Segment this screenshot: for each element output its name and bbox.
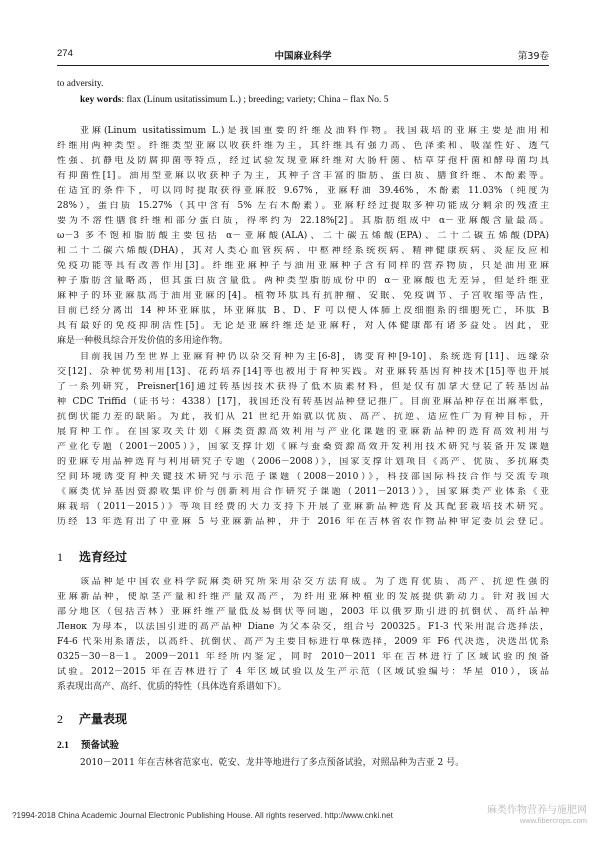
- text-line: 亚麻(Linum usitatissimum L.)是我国重要的纤维及油料作物。我国栽培的亚麻主要是油用和: [80, 126, 549, 136]
- text-line: 麻种子的环亚麻肽高于油用亚麻的[4]。植物环肽具有抗肿瘤、安眠、免疫调节、子宫收缩等活性，: [57, 291, 549, 301]
- text-line: Ленок 为母本，以法国引进的高产品种 Diane 为父本杂交，组合号 200325。F1-3 代采用混合选择法，: [57, 622, 549, 632]
- watermark-url: www.fibercrops.com: [519, 816, 587, 825]
- keywords-label: key words: [80, 95, 122, 105]
- text-line: 了一系列研究，Preisner[16]通过转基因技术获得了低木质素材料，但是仅有加拿大登记了转基因品: [57, 382, 549, 392]
- text-line: 2010－2011 年在吉林省范家屯、乾安、龙井等地进行了多点预备试验，对照品种为吉亚 2 号。: [80, 758, 465, 768]
- text-line: 有抑菌性[1]。油用型亚麻以收获种子为主，其种子含丰富的脂肪、蛋白质、膳食纤维、木酚素等。: [57, 171, 549, 181]
- text-line: 28%），蛋白质 15.27%（其中含有 5% 左右木酚素）。亚麻籽经过提取多种功能成分剩余的残渣主: [57, 201, 549, 211]
- section-number: 2: [57, 712, 63, 726]
- text-line: 历经 13 年选育出了中亚麻 5 号亚麻新品种，并于 2016 年在吉林省农作物品种审定委员会登记。: [57, 517, 549, 527]
- abstract-tail: to adversity.: [57, 79, 104, 89]
- journal-name: 中国麻业科学: [274, 51, 332, 62]
- section-title: 产量表现: [79, 712, 128, 726]
- text-line: 种子脂肪含量略高，但其蛋白质含量低。两种类型脂肪成份中的 α－亚麻酸也无差异，但是纤维亚: [57, 276, 549, 286]
- watermark: [487, 806, 587, 826]
- text-line: 纤维用两种类型。纤维类型亚麻以收获纤维为主，其纤维具有强力高、色泽柔和、吸湿性好、透气: [57, 141, 549, 151]
- page-footer: [12, 805, 587, 825]
- header-rule: [57, 65, 549, 66]
- page-number: 274: [57, 48, 73, 59]
- text-line: 的亚麻专用品种选育与利用研究子专题（2006－2008）》，国家支撑计划项目《高产、优质、多抗麻类: [57, 457, 549, 467]
- text-line: 产业化专题（2001－2005）》，国家支撑计划《麻与蚕桑资源高效开发利用技术研究与装备开发课题: [57, 442, 549, 452]
- text-line: 性强、抗静电及防腐抑菌等特点，经过试验发现亚麻纤维对大肠杆菌、枯草芽孢杆菌和酵母菌均具: [57, 156, 549, 166]
- text-line: 试验。2012－2015 年在吉林进行了 4 年区域试验以及生产示范（区域试验编号：华星 010），该品: [57, 667, 549, 677]
- text-line: 该品种是中国农业科学院麻类研究所采用杂交方法育成。为了选育优质、高产、抗逆性强的: [80, 577, 549, 587]
- copyright-notice: ?1994-2018 China Academic Journal Electronic Publishing House. All rights reserved. http://www.cnki.net: [12, 811, 393, 820]
- text-line: 免疫功能等具有改善作用[3]。纤维亚麻种子与油用亚麻种子含有同样的营养物质，只是油用亚麻: [57, 261, 549, 271]
- text-line: 目前已经分离出 14 种环亚麻肽，环亚麻肽 B、D、F 可以使人体肺上皮细胞系的细胞死亡，环肽 B: [57, 306, 549, 316]
- text-line: 麻栽培（2011－2015）》等项目经费的大力支持下开展了亚麻新品种选育及其配套栽培技术研究。: [57, 502, 549, 512]
- subsection-heading-2-1: [57, 740, 119, 752]
- text-line: 目前我国乃至世界上亚麻育种仍以杂交育种为主[6-8]，诱变育种[9-10]、系统选育[11]、远缘杂: [80, 352, 549, 362]
- text-line: 抗倒伏能力差的缺陷。为此，我们从 21 世纪开始就以优质、高产、抗逆、适应性广为育种目标，开: [57, 412, 549, 422]
- text-line: 展育种工作。在国家攻关计划《麻类资源高效利用与产业化课题的亚麻新品种的选育高效利用与: [57, 427, 549, 437]
- text-line: ω－3 多不饱和脂肪酸主要包括 α－亚麻酸(ALA)、二十碳五烯酸(EPA)、二十二碳五烯酸(DPA): [57, 231, 549, 241]
- text-line: 空间环境诱变育种关键技术研究与示范子课题（2008－2010）》，科技部国际科技合作与交流专项: [57, 472, 549, 482]
- keywords-line: [80, 95, 388, 106]
- text-line: 亚麻新品种，使原茎产量和纤维产量双高产，为纤用亚麻种植业的发展提供新动力。针对我国大: [57, 592, 549, 602]
- text-line: 系表现出高产、高纤、优质的特性（具体选育系谱如下）。: [57, 682, 287, 692]
- watermark-title: 麻类作物营养与施肥网: [487, 805, 587, 816]
- keywords-text: : flax (Linum usitatissimum L.) ; breeding; variety; China – flax No. 5: [121, 95, 389, 105]
- running-header: [57, 48, 549, 62]
- section-number: 1: [57, 550, 63, 564]
- text-line: 《麻类优异基因资源收集评价与创新利用合作研究子课题（2011－2013）》，国家麻类产业体系《亚: [57, 487, 549, 497]
- text-line: 部分地区（包括吉林）亚麻纤维产量低及易倒伏等问题，2003 年以俄罗斯引进的抗倒伏、高纤品种: [57, 607, 549, 617]
- text-line: 要为不溶性膳食纤维和部分蛋白质，得率约为 22.18%[2]。其脂肪组成中 α－亚麻酸含量最高。: [57, 216, 549, 226]
- text-line: 在适宜的条件下，可以同时提取获得亚麻胶 9.67%，亚麻籽油 39.46%，木酚素 11.03%（纯度为: [57, 186, 549, 196]
- section-heading-2: [57, 712, 127, 726]
- volume-label: 第39卷: [517, 51, 549, 62]
- text-line: 种 CDC Triffid（证书号：4338）[17]，我国还没有转基因品种登记推广。目前亚麻品种存在出麻率低，: [57, 397, 549, 407]
- text-line: F4-6 代采用系谱法，以高纤、抗倒伏、高产为主要目标进行单株选择，2009 年 F6 代决选，决选出优系: [57, 637, 549, 647]
- text-line: 麻是一种极具综合开发价值的多用途作物。: [57, 336, 229, 346]
- text-line: 具有最好的免疫抑制活性[5]。无论是亚麻纤维还是亚麻籽，对人体健康都有诸多益处。因此，亚: [57, 321, 549, 331]
- text-line: 交[12]、杂种优势利用[13]、花药培养[14]等也被用于育种实践。对亚麻转基因育种技术[15]等也开展: [57, 367, 549, 377]
- subsection-number: 2.1: [57, 741, 69, 751]
- text-line: 0325－30－8－1。2009－2011 年经所内鉴定，同时 2010－2011 年在吉林进行了区域试验的预备: [57, 652, 549, 662]
- text-line: 和二十二碳六烯酸(DHA)，其对人类心血管疾病、中枢神经系统疾病、精神健康疾病、炎症反应和: [57, 246, 549, 256]
- subsection-title: 预备试验: [81, 740, 120, 751]
- section-heading-1: [57, 550, 127, 564]
- section-title: 选育经过: [79, 550, 128, 564]
